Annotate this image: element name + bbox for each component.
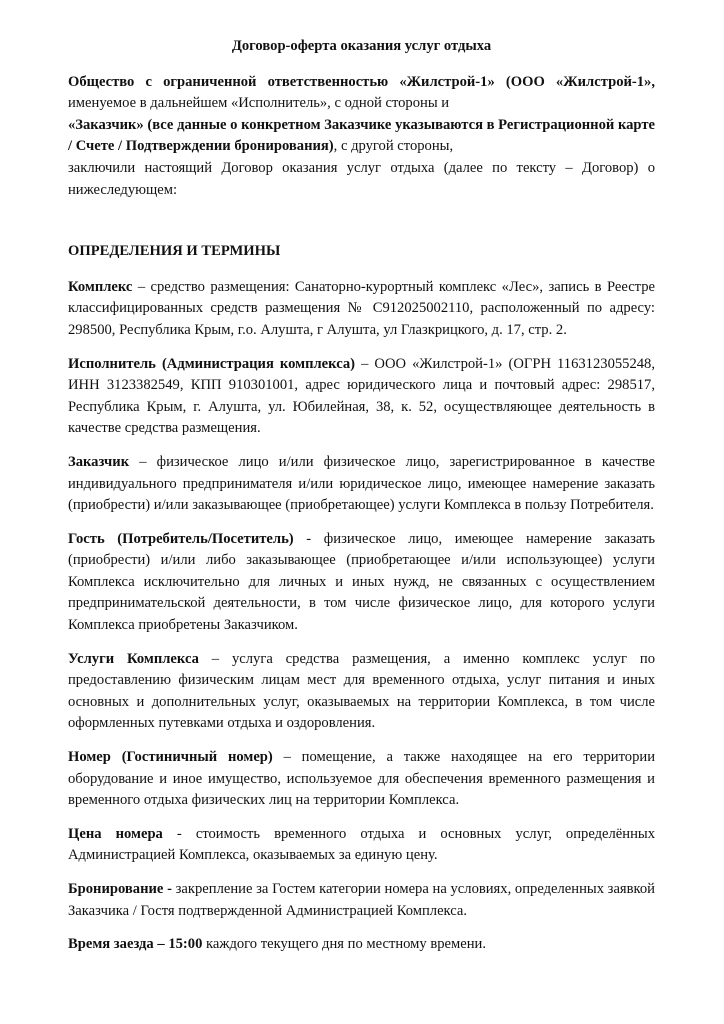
term-definition: – помещение, а также находящее на его территории оборудование и иное имущество, используемое для обеспечения временного размещения и временного отдыха физических лиц на территории Комплекса. <box>68 749 656 809</box>
intro-block <box>68 72 655 202</box>
term-name: Бронирование - <box>68 881 172 897</box>
party1-name: Общество с ограниченной ответственностью «Жилстрой-1» (ООО «Жилстрой-1», <box>68 73 655 90</box>
term-definition: – услуга средства размещения, а именно комплекс услуг по предоставлению физическим лицам мест для временного отдыха, услуг питания и иных основных и дополнительных услуг, оказываемых на территории Комплекса, в том числе оформленных путевками отдыха и оздоровления. <box>68 650 655 732</box>
party2-text: , с другой стороны, <box>333 138 454 155</box>
term-definition: каждого текущего дня по местному времени. <box>202 936 486 953</box>
term-name: Услуги Комплекса <box>68 650 199 667</box>
term-definition: - стоимость временного отдыха и основных услуг, определённых Администрацией Комплекса, оказываемых за единую цену. <box>68 825 655 864</box>
intro-conclusion: заключили настоящий Договор оказания услуг отдыха (далее по тексту – Договор) о нижеследующем: <box>68 159 655 198</box>
term-paragraph <box>68 529 655 637</box>
term-name: Комплекс <box>68 278 133 295</box>
term-name: Номер (Гостиничный номер) <box>68 749 273 766</box>
document-page <box>68 36 655 968</box>
term-paragraph <box>68 934 655 956</box>
term-paragraph <box>68 747 655 812</box>
term-name: Исполнитель (Администрация комплекса) <box>68 355 356 372</box>
term-definition: – ООО «Жилстрой-1» (ОГРН 1163123055248, ИНН 3123382549, КПП 910301001, адрес юридического лица и почтовый адрес: 298517, Республика Крым, г. Алушта, ул. Юбилейная, 38, к. 52, осуществляющее деятельность в качестве средства размещения. <box>68 355 655 437</box>
term-paragraph <box>68 452 655 517</box>
term-name: Время заезда – 15:00 <box>68 936 203 953</box>
party1-text: именуемое в дальнейшем «Исполнитель», с одной стороны и <box>68 95 450 112</box>
term-name: Заказчик <box>68 453 130 470</box>
intro-party2 <box>68 115 655 158</box>
term-definition: – физическое лицо и/или физическое лицо, зарегистрированное в качестве индивидуального предпринимателя и/или юридическое лицо, имеющее намерение заказать (приобрести) и/или заказывающее (приобретающее) услуги Комплекса в пользу Потребителя. <box>68 453 655 514</box>
term-paragraph <box>68 824 655 867</box>
term-definition: – средство размещения: Санаторно-курортный комплекс «Лес», запись в Реестре классифицированных средств размещения № С912025002110, расположенный по адресу: 298500, Республика Крым, г.о. Алушта, г Алушта, ул Глазкрицкого, д. 17, стр. 2. <box>68 278 655 338</box>
term-paragraph <box>68 354 655 440</box>
section-heading: ОПРЕДЕЛЕНИЯ И ТЕРМИНЫ <box>68 243 281 260</box>
term-definition: закрепление за Гостем категории номера на условиях, определенных заявкой Заказчика / Гостя подтвержденной Администрацией Комплекса. <box>68 881 655 919</box>
term-name: Цена номера <box>68 825 163 842</box>
term-paragraph <box>68 277 655 342</box>
term-paragraph <box>68 649 655 735</box>
term-name: Гость (Потребитель/Посетитель) <box>68 530 294 547</box>
party2-name: «Заказчик» (все данные о конкретном Заказчике указываются в Регистрационной карте / Счете / Подтверждении бронирования) <box>68 116 655 155</box>
document-title: Договор-оферта оказания услуг отдыха <box>231 38 492 54</box>
intro-party1 <box>68 72 655 115</box>
term-definition: - физическое лицо, имеющее намерение заказать (приобрести) и/или либо заказывающее (приобретающее и/или использующее) услуги Комплекса исключительно для личных и иных нужд, не связанных с осуществлением предпринимательской деятельности, в том числе физическое лицо, для которого услуги Комплекса приобретены Заказчиком. <box>68 530 656 634</box>
term-paragraph <box>68 879 655 922</box>
